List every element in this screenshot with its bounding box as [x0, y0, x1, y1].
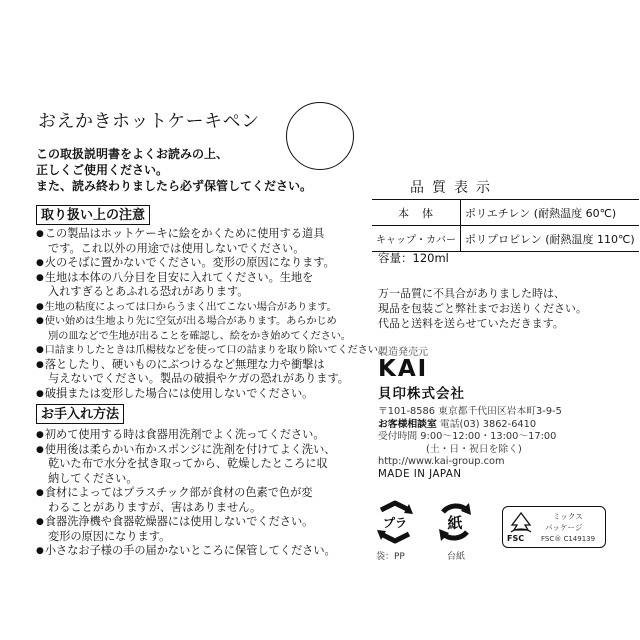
intro-line: この取扱説明書をよくお読みの上、 — [36, 147, 229, 161]
phone-line — [378, 419, 562, 432]
pla-label: 袋：PP — [376, 552, 405, 562]
holidays: (土・日・祝日を除く) — [426, 443, 522, 455]
quality-key: キャップ・カバー — [372, 226, 461, 252]
list-item: 乾いた布で水分を拭き取ってから、乾燥したところに収 — [48, 457, 328, 470]
list-item: ● この製品はホットケーキに絵をかくために使用する道具 — [36, 227, 388, 242]
address: 〒101-8586 東京都千代田区岩本町3-9-5 — [378, 406, 562, 417]
list-item: ● 初めて使用する時は食器用洗剤でよく洗ってください。 — [36, 428, 336, 443]
list-item: ● 生地は本体の八分目を目安に入れてください。生地を — [36, 271, 388, 286]
svg-text:プラ: プラ — [382, 516, 408, 530]
product-title: おえかきホットケーキペン — [38, 111, 260, 132]
quality-value: ポリプロピレン (耐熱温度 110℃) — [461, 226, 639, 252]
phone-label: お客様相談室 — [378, 418, 437, 430]
kai-logo — [378, 356, 438, 378]
list-item: 入れすぎるとあふれる恐れがあります。 — [48, 285, 249, 298]
intro-line: 正しくご使用ください。 — [36, 163, 169, 177]
list-item: ● 小さなお子様の手の届かないところに保管してください。 — [36, 544, 336, 559]
fsc-label-box — [502, 506, 606, 548]
kai-logo-text: KAI — [378, 356, 429, 378]
care-heading: お手入れ方法 — [36, 404, 124, 424]
website-url: http://www.kai-group.com — [378, 456, 505, 467]
list-item: ● 食器洗浄機や食器乾燥器には使用しないでください。 — [36, 515, 336, 530]
contact-info — [378, 406, 562, 469]
made-in: MADE IN JAPAN — [378, 469, 462, 480]
quality-table — [372, 199, 639, 252]
fsc-tree-icon — [508, 511, 534, 535]
phone-number: 電話(03) 3862-6410 — [439, 418, 537, 430]
defect-notice — [378, 286, 587, 331]
paper-label: 台紙 — [447, 552, 466, 562]
quality-row — [372, 200, 639, 226]
intro-text — [36, 146, 312, 194]
company-name: 貝印株式会社 — [378, 386, 465, 402]
list-item: ● 口詰まりしたときは爪楊枝などを使って口の詰まりを取り除いてください。 — [36, 343, 388, 358]
notice-line: 現品を包装ごと弊社までお送りください。 — [378, 302, 587, 315]
list-item: 変形の原因になります。 — [48, 529, 171, 543]
capacity: 容量：120ml — [378, 251, 449, 265]
svg-text:紙: 紙 — [447, 514, 463, 532]
notice-line: 代品と送料を送らせていただきます。 — [378, 317, 564, 330]
handling-heading: 取り扱い上の注意 — [36, 205, 150, 225]
list-item: ● 破損または変形した場合には使用しないでください。 — [36, 387, 388, 402]
list-item: ● 生地の粘度によっては口からうまく出てこない場合があります。 — [36, 300, 388, 315]
list-item: ● 落としたり、硬いものにぶつけるなど無理な力や衝撃は — [36, 358, 388, 373]
fsc-mix-line2: パッケージ — [545, 523, 583, 532]
care-list — [36, 428, 336, 559]
fsc-mix-line1: ミックス — [553, 512, 583, 521]
handling-list — [36, 227, 388, 401]
maker-label: 製造発売元 — [378, 347, 428, 358]
notice-line: 万一品質に不具合がありました時は、 — [378, 287, 565, 300]
quality-title: 品質表示 — [410, 180, 498, 196]
list-item: ● 使用後は柔らかい布かスポンジに洗剤を付けてよく洗い、 — [36, 443, 336, 458]
paper-recycle-icon — [433, 500, 477, 544]
list-item: ● 食材によってはプラスチック部が食材の色素で色が変 — [36, 486, 336, 501]
fsc-logo-text: FSC — [507, 534, 525, 543]
pla-recycle-icon — [373, 500, 417, 544]
quality-key: 本 体 — [372, 200, 461, 226]
fsc-code: FSC® C149139 — [541, 535, 596, 543]
quality-value: ポリエチレン (耐熱温度 60℃) — [461, 200, 639, 226]
list-item: です。これ以外の用途では使用しないでください。 — [48, 241, 305, 255]
hours: 受付時間 9:00～12:00・13:00～17:00 — [378, 431, 557, 442]
quality-row — [372, 226, 639, 252]
list-item: 別の皿などで生地が出ることを確認し、絵をかき始めてください。 — [48, 329, 351, 342]
list-item: ● 使い始めは生地より先に空気が出る場合があります。あらかじめ — [36, 314, 388, 329]
list-item: わることがありますが、害はありません。 — [48, 500, 262, 514]
list-item: 与えないでください。製品の破損やケガの恐れがあります。 — [48, 372, 349, 385]
list-item: ● 火のそばに置かないでください。変形の原因になります。 — [36, 256, 388, 271]
list-item: 納してください。 — [48, 471, 138, 485]
intro-line: また、読み終わりましたら必ず保管してください。 — [36, 179, 313, 193]
